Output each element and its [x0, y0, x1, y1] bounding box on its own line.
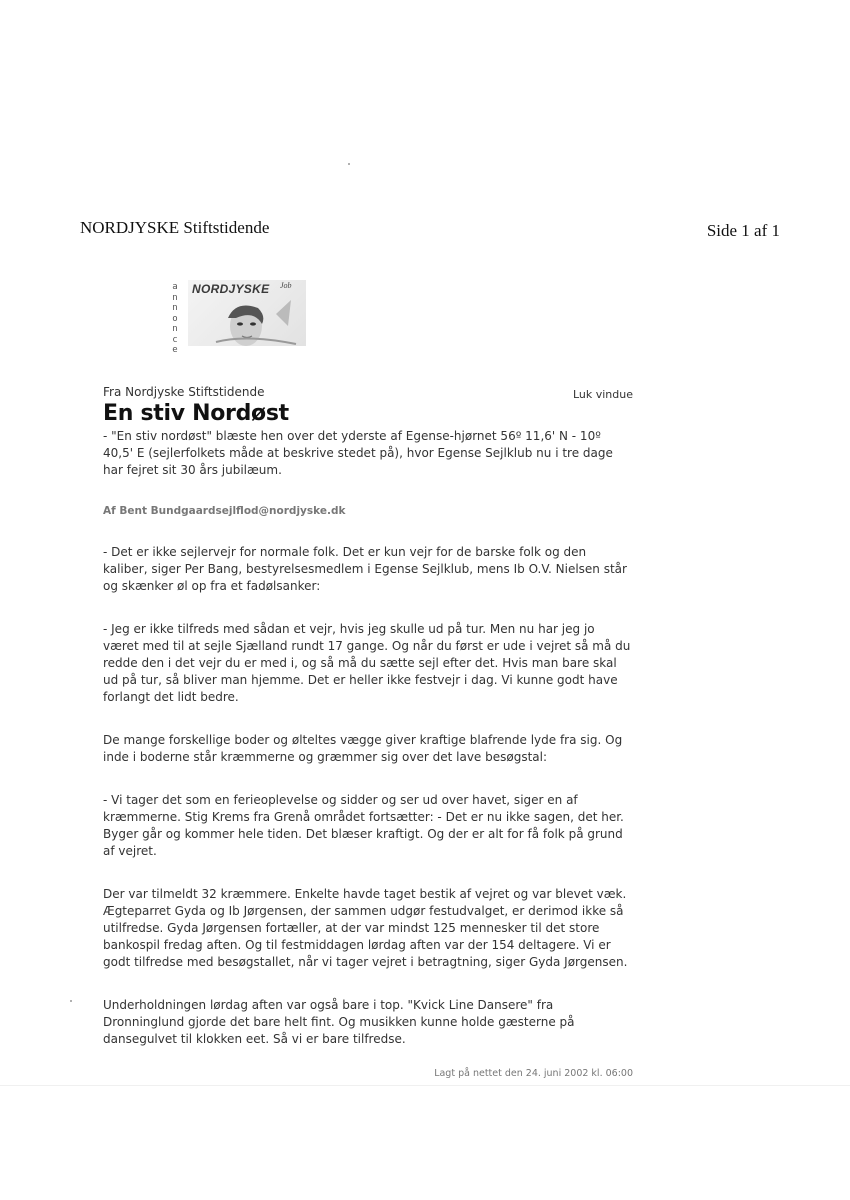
ad-logo: NORDJYSKE	[192, 282, 270, 296]
advertisement-banner[interactable]	[170, 280, 310, 355]
article-paragraph: De mange forskellige boder og ølteltes vægge giver kraftige blafrende lyde fra sig. Og inde i boderne står kræmmerne og græmmer sig over det lave besøgstal:	[103, 733, 623, 764]
article-paragraph: - Vi tager det som en ferieoplevelse og sidder og ser ud over havet, siger en af kræmmerne. Stig Krems fra Grenå området fortsætter: - Det er nu ikke sagen, det her. Byger går og kommer hele tiden. Det blæser kraftigt. Og der er alt for få folk på grund af vejret.	[103, 793, 624, 858]
page-divider	[0, 1085, 850, 1086]
ad-logo-suffix: Job	[280, 281, 292, 290]
ad-vertical-label: a n n o n c e	[172, 282, 178, 355]
article-source: Fra Nordjyske Stiftstidende	[103, 385, 265, 399]
article-paragraph: - Det er ikke sejlervejr for normale folk. Det er kun vejr for de barske folk og den kaliber, siger Per Bang, bestyrelsesmedlem i Egense Sejlklub, mens Ib O.V. Nielsen står og skænker øl op fra et fadølsanker:	[103, 545, 627, 593]
publication-header: NORDJYSKE Stiftstidende	[80, 218, 270, 237]
article-author-link[interactable]: Af Bent Bundgaardsejlflod@nordjyske.dk	[103, 505, 346, 517]
article-lead: - "En stiv nordøst" blæste hen over det yderste af Egense-hjørnet 56º 11,6' N - 10º 40,5' E (sejlerfolkets måde at beskrive stedet på), hvor Egense Sejlklub nu i tre dage har fejret sit 30 års jubilæum.	[103, 429, 613, 477]
article-paragraph: Der var tilmeldt 32 kræmmere. Enkelte havde taget bestik af vejret og var blevet væk. Ægteparret Gyda og Ib Jørgensen, der sammen udgør festudvalget, er derimod ikke så utilfredse. Gyda Jørgensen fortæller, at der var mindst 125 mennesker til det store bankospil fredag aften. Og til festmiddagen lørdag aften var der 154 deltagere. Vi er godt tilfredse med besøgstallet, når vi tager vejret i betragtning, siger Gyda Jørgensen.	[103, 887, 628, 969]
article	[103, 385, 633, 1079]
page-counter: Side 1 af 1	[706, 221, 780, 240]
scan-speck	[348, 163, 350, 165]
article-paragraph: - Jeg er ikke tilfreds med sådan et vejr, hvis jeg skulle ud på tur. Men nu har jeg jo været med til at sejle Sjælland rundt 17 gange. Og når du først er ude i vejret så må du redde den i det vejr du er med i, og så må du sætte sejl efter det. Hvis man bare skal ud på tur, så bliver man hjemme. Det er heller ikke festvejr i dag. Vi kunne godt have forlangt det lidt bedre.	[103, 622, 631, 704]
ad-image[interactable]	[188, 280, 306, 346]
article-paragraph: Underholdningen lørdag aften var også bare i top. "Kvick Line Dansere" fra Dronninglund gjorde det bare helt fint. Og musikken kunne holde gæsterne på dansegulvet til klokken eet. Så vi er bare tilfredse.	[103, 998, 575, 1046]
posted-timestamp: Lagt på nettet den 24. juni 2002 kl. 06:00	[434, 1068, 633, 1079]
scan-speck	[70, 1000, 72, 1002]
close-window-link[interactable]: Luk vindue	[572, 388, 633, 401]
article-title: En stiv Nordøst	[103, 401, 289, 426]
ad-face-photo	[206, 296, 306, 346]
